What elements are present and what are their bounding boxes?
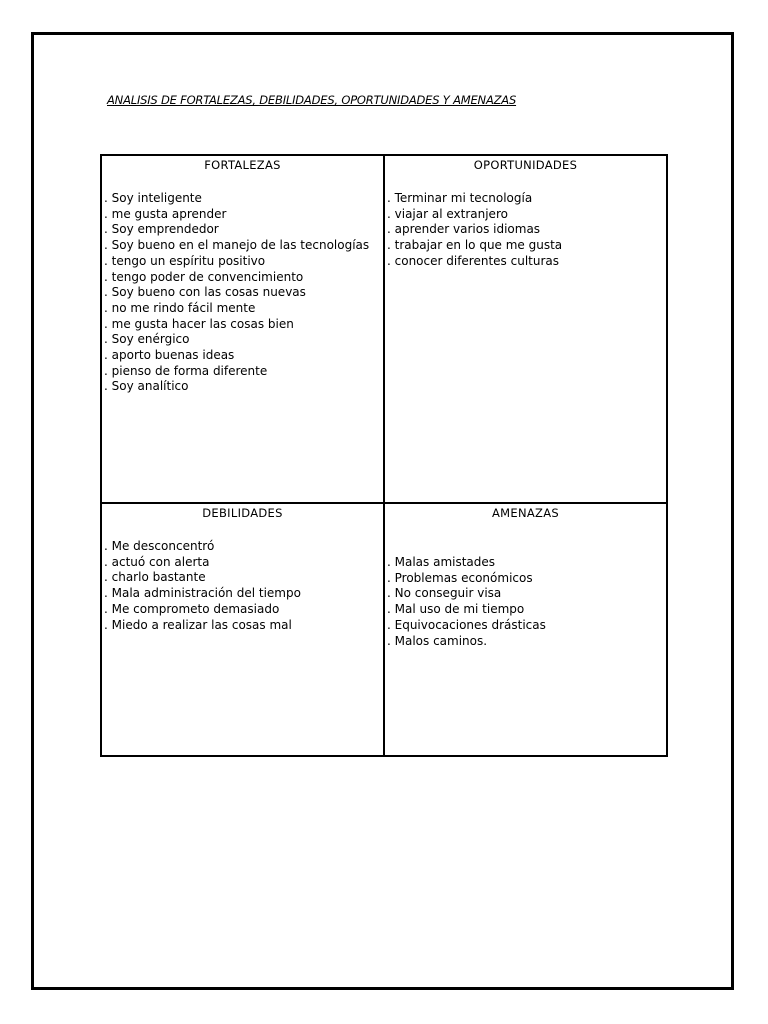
amenazas-item: . Malas amistades (387, 555, 496, 569)
debilidades-item: . Me desconcentró (104, 539, 215, 553)
debilidades-item: . Miedo a realizar las cosas mal (104, 617, 292, 632)
fortalezas-item: . me gusta aprender (104, 206, 227, 221)
debilidades-item: . Mala administración del tiempo (104, 586, 301, 601)
oportunidades-heading: OPORTUNIDADES (473, 158, 578, 172)
amenazas-item: . Equivocaciones drásticas (387, 617, 546, 632)
fortalezas-item: . Soy emprendedor (104, 222, 219, 237)
amenazas-item: . Problemas económicos (387, 570, 533, 585)
oportunidades-list (385, 191, 666, 270)
fortalezas-item: . Soy bueno con las cosas nuevas (104, 285, 306, 300)
debilidades-heading: DEBILIDADES (202, 506, 283, 520)
debilidades-list (102, 539, 383, 633)
oportunidades-cell (385, 156, 666, 502)
fortalezas-item: . Soy analítico (104, 379, 189, 394)
amenazas-list (385, 555, 666, 649)
amenazas-item: . Mal uso de mi tiempo (387, 602, 525, 617)
fortalezas-item: . Soy inteligente (104, 191, 202, 205)
debilidades-item: . charlo bastante (104, 570, 206, 585)
document-title: ANALISIS DE FORTALEZAS, DEBILIDADES, OPORTUNIDADES Y AMENAZAS (107, 93, 517, 107)
fortalezas-cell (102, 156, 383, 502)
fortalezas-heading: FORTALEZAS (204, 158, 281, 172)
amenazas-item: . No conseguir visa (387, 586, 502, 601)
oportunidades-item: . conocer diferentes culturas (387, 253, 560, 268)
fortalezas-item: . aporto buenas ideas (104, 348, 235, 363)
fortalezas-item: . tengo poder de convencimiento (104, 269, 304, 284)
fortalezas-item: . Soy enérgico (104, 332, 190, 347)
amenazas-heading: AMENAZAS (492, 506, 559, 520)
oportunidades-item: . Terminar mi tecnología (387, 191, 533, 205)
swot-table (100, 154, 668, 757)
debilidades-item: . actuó con alerta (104, 554, 210, 569)
oportunidades-item: . trabajar en lo que me gusta (387, 238, 563, 253)
oportunidades-item: . aprender varios idiomas (387, 222, 541, 237)
debilidades-cell (102, 504, 383, 755)
fortalezas-item: . Soy bueno en el manejo de las tecnologías (104, 238, 370, 253)
fortalezas-list (102, 191, 383, 395)
fortalezas-item: . tengo un espíritu positivo (104, 253, 266, 268)
fortalezas-item: . me gusta hacer las cosas bien (104, 316, 294, 331)
fortalezas-item: . no me rindo fácil mente (104, 300, 256, 315)
debilidades-item: . Me comprometo demasiado (104, 601, 280, 616)
amenazas-item: . Malos caminos. (387, 633, 488, 648)
amenazas-cell (385, 504, 666, 755)
fortalezas-item: . pienso de forma diferente (104, 363, 268, 378)
oportunidades-item: . viajar al extranjero (387, 206, 508, 221)
